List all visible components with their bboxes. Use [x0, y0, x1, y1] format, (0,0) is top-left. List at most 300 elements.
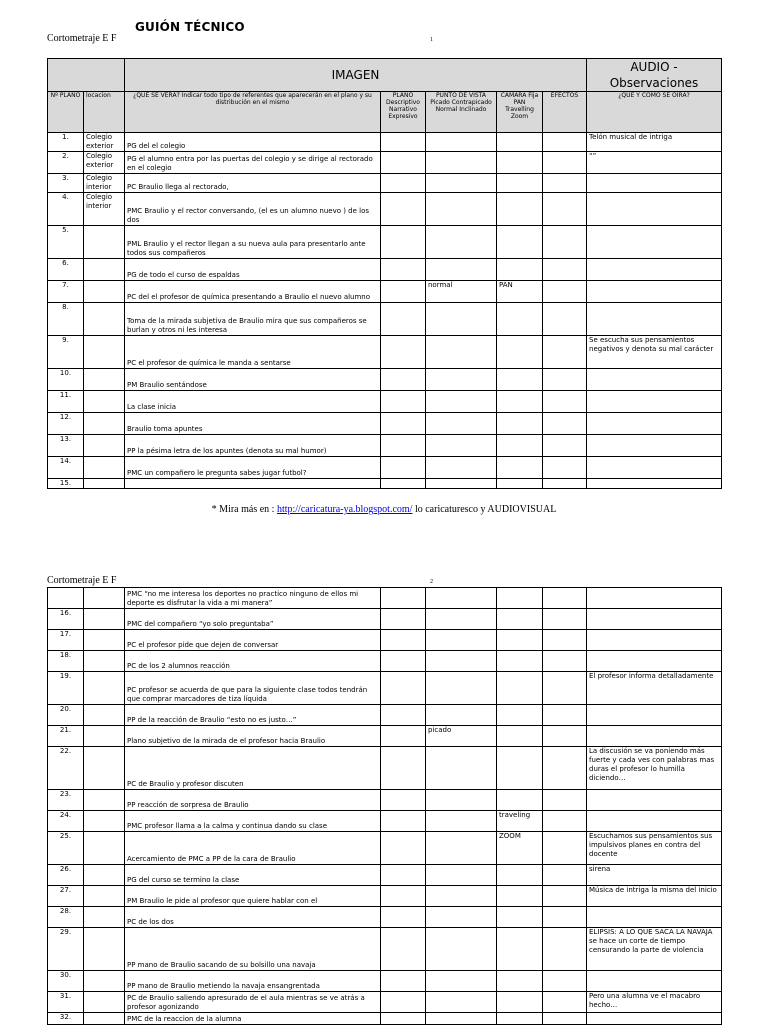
efectos-cell [543, 630, 587, 651]
efectos-cell [543, 391, 587, 413]
plano-number-cell: 17. [48, 630, 84, 651]
script-table-page2 [47, 587, 722, 1025]
audio-cell: Telón musical de intriga [587, 133, 722, 152]
locacion-cell [84, 457, 125, 479]
camara-cell [497, 609, 543, 630]
description-cell: Toma de la mirada subjetiva de Braulio mira que sus compañeros se burlan y otros ni les interesa [125, 303, 381, 336]
document-title: GUIÓN TÉCNICO [135, 20, 245, 34]
page2-header: Cortometraje E F [47, 575, 117, 586]
efectos-cell [543, 479, 587, 489]
col-audio: ¿QUE Y COMO SE OIRA? [587, 92, 722, 133]
plano-number-cell: 23. [48, 790, 84, 811]
audio-band: AUDIO - Observaciones [587, 59, 722, 92]
efectos-cell [543, 747, 587, 790]
audio-cell: sirena [587, 865, 722, 886]
locacion-cell [84, 336, 125, 369]
table-row [48, 457, 722, 479]
camara-cell [497, 152, 543, 174]
audio-cell [587, 193, 722, 226]
punto-de-vista-cell [426, 907, 497, 928]
audio-cell: El profesor informa detalladamente [587, 672, 722, 705]
audio-cell [587, 907, 722, 928]
efectos-cell [543, 705, 587, 726]
footer-note [0, 504, 768, 515]
punto-de-vista-cell: picado [426, 726, 497, 747]
efectos-cell [543, 369, 587, 391]
footer-prefix: * Mira más en : [211, 504, 275, 515]
description-cell: PMC profesor llama a la calma y continua dando su clase [125, 811, 381, 832]
locacion-cell [84, 413, 125, 435]
locacion-cell [84, 226, 125, 259]
description-cell: PML Braulio y el rector llegan a su nueva aula para presentarlo ante todos sus compañeros [125, 226, 381, 259]
plano-cell [381, 133, 426, 152]
camara-cell [497, 790, 543, 811]
description-cell: PC el profesor pide que dejen de conversar [125, 630, 381, 651]
camara-cell [497, 672, 543, 705]
description-cell: PG del curso se termino la clase [125, 865, 381, 886]
locacion-cell: Colegio exterior [84, 133, 125, 152]
punto-de-vista-cell [426, 865, 497, 886]
plano-cell [381, 226, 426, 259]
table-row [48, 609, 722, 630]
plano-number-cell: 3. [48, 174, 84, 193]
col-camara: CAMARA Fija PAN Travelling Zoom [497, 92, 543, 133]
description-cell: PC profesor se acuerda de que para la siguiente clase todos tendrán que comprar marcadores de tiza líquida [125, 672, 381, 705]
description-cell: PC de Braulio y profesor discuten [125, 747, 381, 790]
plano-cell [381, 369, 426, 391]
locacion-cell [84, 435, 125, 457]
punto-de-vista-cell [426, 609, 497, 630]
punto-de-vista-cell [426, 259, 497, 281]
audio-cell [587, 259, 722, 281]
punto-de-vista-cell [426, 971, 497, 992]
plano-cell [381, 928, 426, 971]
plano-cell [381, 435, 426, 457]
punto-de-vista-cell [426, 588, 497, 609]
punto-de-vista-cell [426, 435, 497, 457]
camara-cell [497, 1013, 543, 1025]
plano-number-cell: 5. [48, 226, 84, 259]
locacion-cell [84, 479, 125, 489]
plano-cell [381, 672, 426, 705]
punto-de-vista-cell [426, 226, 497, 259]
plano-cell [381, 457, 426, 479]
efectos-cell [543, 133, 587, 152]
plano-cell [381, 630, 426, 651]
description-cell: Plano subjetivo de la mirada de el profesor hacia Braulio [125, 726, 381, 747]
col-efectos: EFECTOS [543, 92, 587, 133]
plano-cell [381, 336, 426, 369]
camara-cell [497, 457, 543, 479]
plano-number-cell: 14. [48, 457, 84, 479]
punto-de-vista-cell [426, 152, 497, 174]
locacion-cell [84, 588, 125, 609]
camara-cell [497, 259, 543, 281]
table-row [48, 588, 722, 609]
camara-cell [497, 369, 543, 391]
efectos-cell [543, 193, 587, 226]
camara-cell [497, 651, 543, 672]
plano-number-cell: 16. [48, 609, 84, 630]
punto-de-vista-cell [426, 303, 497, 336]
description-cell: La clase inicia [125, 391, 381, 413]
camara-cell [497, 971, 543, 992]
plano-number-cell: 9. [48, 336, 84, 369]
plano-number-cell: 15. [48, 479, 84, 489]
audio-cell: Escuchamos sus pensamientos sus impulsivos planes en contra del docente [587, 832, 722, 865]
plano-cell [381, 259, 426, 281]
col-que-se-vera: ¿QUE SE VERA? Indicar todo tipo de referentes que aparecerán en el plano y su distribución en el mismo [125, 92, 381, 133]
locacion-cell [84, 747, 125, 790]
locacion-cell [84, 865, 125, 886]
punto-de-vista-cell [426, 174, 497, 193]
audio-cell [587, 303, 722, 336]
description-cell: PP de la reacción de Braulio “esto no es justo…” [125, 705, 381, 726]
plano-number-cell: 28. [48, 907, 84, 928]
audio-cell: Pero una alumna ve el macabro hecho… [587, 992, 722, 1013]
col-plano: PLANO Descriptivo Narrativo Expresivo [381, 92, 426, 133]
punto-de-vista-cell [426, 133, 497, 152]
audio-cell [587, 369, 722, 391]
plano-number-cell: 31. [48, 992, 84, 1013]
table-row [48, 369, 722, 391]
table-row [48, 726, 722, 747]
efectos-cell [543, 226, 587, 259]
plano-cell [381, 413, 426, 435]
locacion-cell [84, 811, 125, 832]
camara-cell [497, 907, 543, 928]
efectos-cell [543, 971, 587, 992]
plano-cell [381, 907, 426, 928]
audio-cell [587, 281, 722, 303]
table-row [48, 133, 722, 152]
plano-cell [381, 193, 426, 226]
table-row [48, 152, 722, 174]
audio-cell [587, 705, 722, 726]
locacion-cell [84, 609, 125, 630]
blog-link[interactable]: http://caricatura-ya.blogspot.com/ [276, 504, 413, 515]
plano-cell [381, 1013, 426, 1025]
efectos-cell [543, 174, 587, 193]
plano-number-cell: 26. [48, 865, 84, 886]
efectos-cell [543, 726, 587, 747]
plano-number-cell: 29. [48, 928, 84, 971]
plano-number-cell: 4. [48, 193, 84, 226]
description-cell: PP mano de Braulio sacando de su bolsillo una navaja [125, 928, 381, 971]
table-row [48, 281, 722, 303]
camara-cell: PAN [497, 281, 543, 303]
efectos-cell [543, 865, 587, 886]
punto-de-vista-cell [426, 790, 497, 811]
script-table-page1 [47, 58, 722, 489]
description-cell: PMC del compañero “yo solo preguntaba” [125, 609, 381, 630]
table-row [48, 705, 722, 726]
description-cell: PM Braulio le pide al profesor que quiere hablar con el [125, 886, 381, 907]
table-row [48, 303, 722, 336]
col-locacion: locacion [84, 92, 125, 133]
plano-cell [381, 174, 426, 193]
audio-cell [587, 726, 722, 747]
description-cell: PMC Braulio y el rector conversando, (el es un alumno nuevo ) de los dos [125, 193, 381, 226]
plano-cell [381, 588, 426, 609]
punto-de-vista-cell [426, 369, 497, 391]
table-row [48, 651, 722, 672]
locacion-cell [84, 391, 125, 413]
plano-cell [381, 971, 426, 992]
plano-cell [381, 726, 426, 747]
table-row [48, 391, 722, 413]
punto-de-vista-cell [426, 747, 497, 790]
plano-cell [381, 152, 426, 174]
plano-number-cell: 8. [48, 303, 84, 336]
camara-cell: traveling [497, 811, 543, 832]
camara-cell [497, 705, 543, 726]
camara-cell [497, 174, 543, 193]
plano-number-cell: 27. [48, 886, 84, 907]
locacion-cell [84, 672, 125, 705]
plano-number-cell: 32. [48, 1013, 84, 1025]
audio-cell [587, 457, 722, 479]
punto-de-vista-cell [426, 705, 497, 726]
description-cell: PP la pésima letra de los apuntes (denota su mal humor) [125, 435, 381, 457]
table-row [48, 672, 722, 705]
audio-cell [587, 790, 722, 811]
camara-cell [497, 413, 543, 435]
table-row [48, 336, 722, 369]
table-row [48, 193, 722, 226]
efectos-cell [543, 790, 587, 811]
col-punto-de-vista: PUNTO DE VISTA Picado Contrapicado Normal Inclinado [426, 92, 497, 133]
audio-cell [587, 174, 722, 193]
plano-number-cell: 7. [48, 281, 84, 303]
table-row [48, 174, 722, 193]
table-row [48, 811, 722, 832]
plano-cell [381, 992, 426, 1013]
efectos-cell [543, 588, 587, 609]
table-row [48, 1013, 722, 1025]
camara-cell [497, 588, 543, 609]
plano-number-cell: 6. [48, 259, 84, 281]
locacion-cell [84, 832, 125, 865]
audio-cell: Música de intriga la misma del inicio [587, 886, 722, 907]
efectos-cell [543, 907, 587, 928]
audio-cell [587, 226, 722, 259]
description-cell: PC del el profesor de química presentando a Braulio el nuevo alumno [125, 281, 381, 303]
punto-de-vista-cell [426, 479, 497, 489]
camara-cell [497, 928, 543, 971]
locacion-cell: Colegio interior [84, 193, 125, 226]
audio-cell [587, 1013, 722, 1025]
punto-de-vista-cell [426, 630, 497, 651]
camara-cell [497, 747, 543, 790]
punto-de-vista-cell [426, 391, 497, 413]
locacion-cell [84, 992, 125, 1013]
efectos-cell [543, 457, 587, 479]
punto-de-vista-cell [426, 336, 497, 369]
table-row [48, 832, 722, 865]
locacion-cell [84, 369, 125, 391]
punto-de-vista-cell [426, 193, 497, 226]
page2-number: 2 [430, 579, 433, 585]
locacion-cell [84, 790, 125, 811]
table-row [48, 747, 722, 790]
punto-de-vista-cell [426, 928, 497, 971]
locacion-cell [84, 1013, 125, 1025]
description-cell: PC el profesor de química le manda a sentarse [125, 336, 381, 369]
audio-cell [587, 588, 722, 609]
punto-de-vista-cell [426, 413, 497, 435]
page1-number: 1 [430, 37, 433, 43]
table-row [48, 907, 722, 928]
band-blank [48, 59, 125, 92]
audio-cell: ELIPSIS: A LO QUE SACA LA NAVAJA se hace un corte de tiempo censurando la parte de violencia [587, 928, 722, 971]
locacion-cell [84, 303, 125, 336]
plano-number-cell: 24. [48, 811, 84, 832]
efectos-cell [543, 435, 587, 457]
efectos-cell [543, 281, 587, 303]
plano-cell [381, 303, 426, 336]
camara-cell [497, 133, 543, 152]
efectos-cell [543, 259, 587, 281]
description-cell: Acercamiento de PMC a PP de la cara de Braulio [125, 832, 381, 865]
description-cell [125, 479, 381, 489]
punto-de-vista-cell [426, 811, 497, 832]
plano-cell [381, 391, 426, 413]
audio-cell [587, 971, 722, 992]
efectos-cell [543, 413, 587, 435]
camara-cell [497, 726, 543, 747]
page1-header: Cortometraje E F [47, 33, 117, 44]
description-cell: PC de los dos [125, 907, 381, 928]
plano-cell [381, 281, 426, 303]
camara-cell [497, 336, 543, 369]
plano-number-cell: 13. [48, 435, 84, 457]
locacion-cell [84, 705, 125, 726]
description-cell: PG del el colegio [125, 133, 381, 152]
punto-de-vista-cell [426, 886, 497, 907]
description-cell: PC de los 2 alumnos reacción [125, 651, 381, 672]
locacion-cell [84, 907, 125, 928]
plano-number-cell: 2. [48, 152, 84, 174]
plano-number-cell [48, 588, 84, 609]
table-row [48, 630, 722, 651]
efectos-cell [543, 928, 587, 971]
camara-cell [497, 193, 543, 226]
plano-cell [381, 832, 426, 865]
audio-cell: “” [587, 152, 722, 174]
locacion-cell [84, 726, 125, 747]
footer-suffix: lo caricaturesco y AUDIOVISUAL [414, 504, 557, 515]
plano-cell [381, 811, 426, 832]
plano-number-cell: 30. [48, 971, 84, 992]
locacion-cell: Colegio exterior [84, 152, 125, 174]
efectos-cell [543, 832, 587, 865]
table-row [48, 479, 722, 489]
plano-number-cell: 20. [48, 705, 84, 726]
audio-cell [587, 435, 722, 457]
camara-cell [497, 391, 543, 413]
punto-de-vista-cell [426, 832, 497, 865]
description-cell: PC de Braulio saliendo apresurado de el aula mientras se ve atrás a profesor agonizando [125, 992, 381, 1013]
plano-number-cell: 12. [48, 413, 84, 435]
efectos-cell [543, 609, 587, 630]
efectos-cell [543, 672, 587, 705]
efectos-cell [543, 152, 587, 174]
table-row [48, 435, 722, 457]
plano-cell [381, 865, 426, 886]
audio-cell [587, 609, 722, 630]
audio-cell: Se escucha sus pensamientos negativos y denota su mal carácter [587, 336, 722, 369]
audio-cell [587, 630, 722, 651]
description-cell: PP mano de Braulio metiendo la navaja ensangrentada [125, 971, 381, 992]
table-row [48, 971, 722, 992]
efectos-cell [543, 303, 587, 336]
description-cell: PG el alumno entra por las puertas del colegio y se dirige al rectorado en el colegio [125, 152, 381, 174]
table-row [48, 790, 722, 811]
punto-de-vista-cell [426, 1013, 497, 1025]
description-cell: PMC de la reaccion de la alumna [125, 1013, 381, 1025]
audio-cell [587, 413, 722, 435]
locacion-cell [84, 630, 125, 651]
plano-cell [381, 609, 426, 630]
locacion-cell [84, 971, 125, 992]
description-cell: PM Braulio sentándose [125, 369, 381, 391]
table-row [48, 928, 722, 971]
description-cell: PMC “no me interesa los deportes no practico ninguno de ellos mi deporte es disfrutar la vida a mi manera” [125, 588, 381, 609]
table-row [48, 226, 722, 259]
description-cell: PMC un compañero le pregunta sabes jugar futbol? [125, 457, 381, 479]
locacion-cell [84, 281, 125, 303]
punto-de-vista-cell: normal [426, 281, 497, 303]
audio-cell: La discusión se va poniendo más fuerte y cada ves con palabras mas duras el profesor lo humilla diciendo… [587, 747, 722, 790]
audio-cell [587, 651, 722, 672]
table-row [48, 992, 722, 1013]
locacion-cell [84, 651, 125, 672]
audio-cell [587, 811, 722, 832]
description-cell: PP reacción de sorpresa de Braulio [125, 790, 381, 811]
camara-cell: ZOOM [497, 832, 543, 865]
description-cell: PC Braulio llega al rectorado, [125, 174, 381, 193]
col-plano-num: Nº PLANO [48, 92, 84, 133]
plano-number-cell: 10. [48, 369, 84, 391]
plano-number-cell: 21. [48, 726, 84, 747]
locacion-cell [84, 928, 125, 971]
audio-cell [587, 391, 722, 413]
description-cell: Braulio toma apuntes [125, 413, 381, 435]
efectos-cell [543, 651, 587, 672]
plano-number-cell: 11. [48, 391, 84, 413]
description-cell: PG de todo el curso de espaldas [125, 259, 381, 281]
locacion-cell [84, 886, 125, 907]
efectos-cell [543, 1013, 587, 1025]
camara-cell [497, 886, 543, 907]
plano-number-cell: 19. [48, 672, 84, 705]
punto-de-vista-cell [426, 651, 497, 672]
punto-de-vista-cell [426, 457, 497, 479]
plano-cell [381, 705, 426, 726]
plano-number-cell: 22. [48, 747, 84, 790]
camara-cell [497, 865, 543, 886]
table-row [48, 865, 722, 886]
table-row [48, 886, 722, 907]
efectos-cell [543, 992, 587, 1013]
plano-cell [381, 886, 426, 907]
table-row [48, 413, 722, 435]
plano-number-cell: 18. [48, 651, 84, 672]
camara-cell [497, 992, 543, 1013]
audio-cell [587, 479, 722, 489]
punto-de-vista-cell [426, 672, 497, 705]
